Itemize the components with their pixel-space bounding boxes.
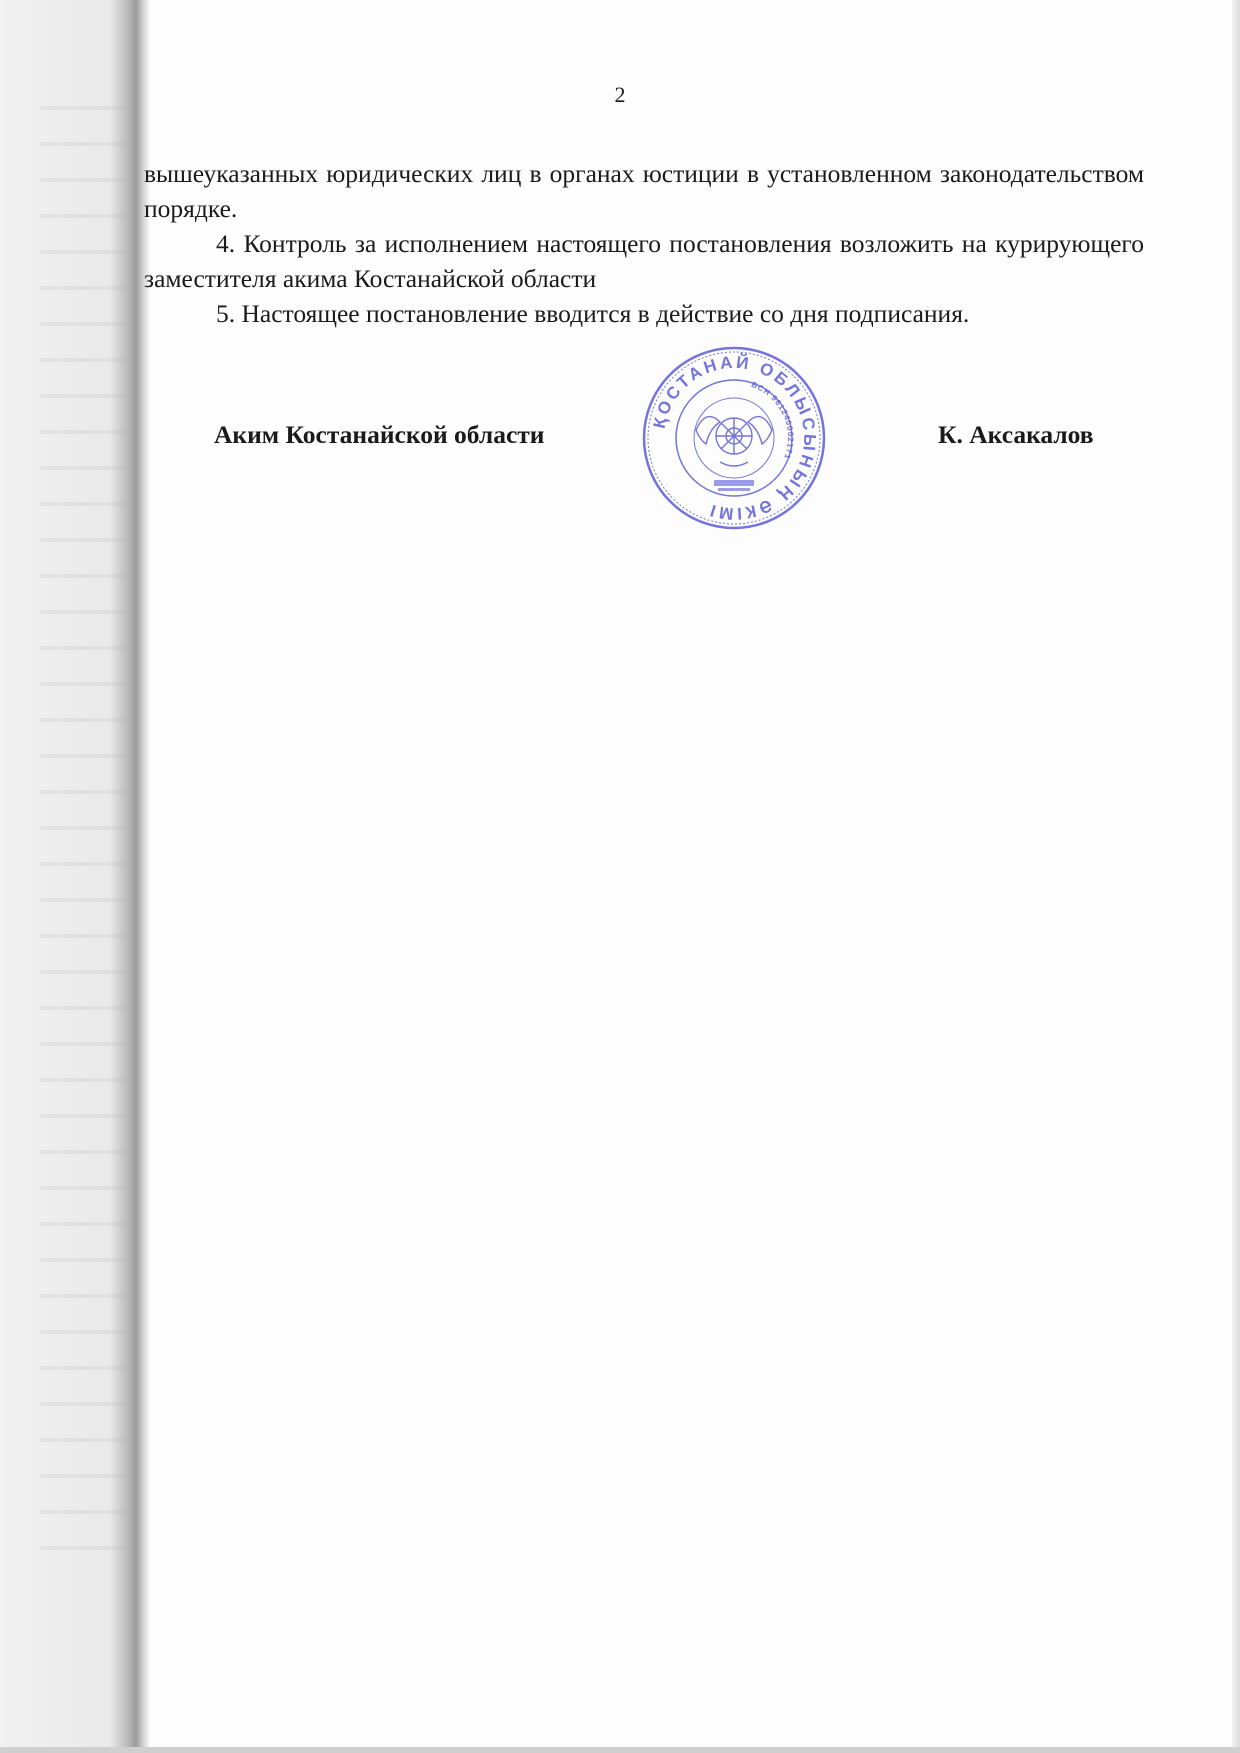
page-number: 2 [614,82,626,107]
scan-right-edge [1232,0,1240,1753]
seal-icon [640,344,828,532]
signature-block [0,420,1240,460]
document-body [144,156,1144,331]
paragraph-5-effective: 5. Настоящее постановление вводится в действие со дня подписания. [216,299,970,328]
signatory-name: К. Аксакалов [938,420,1094,449]
svg-text:БСН 961240002171: БСН 961240002171 [749,380,796,461]
svg-text:ҚОСТАНАЙ ОБЛЫСЫНЫҢ ӘКІМІ: ҚОСТАНАЙ ОБЛЫСЫНЫҢ ӘКІМІ [649,352,820,524]
scan-bottom-edge [0,1747,1240,1753]
official-seal-stamp [640,344,828,532]
signatory-position: Аким Костанайской области [214,420,545,449]
scan-bleed-through [40,80,130,1580]
paragraph-4-control: 4. Контроль за исполнением настоящего постановления возложить на курирующего заместителя акима Костанайской области [144,229,1144,293]
paragraph-continuation: вышеуказанных юридических лиц в органах юстиции в установленном законодательством порядке. [144,159,1144,223]
